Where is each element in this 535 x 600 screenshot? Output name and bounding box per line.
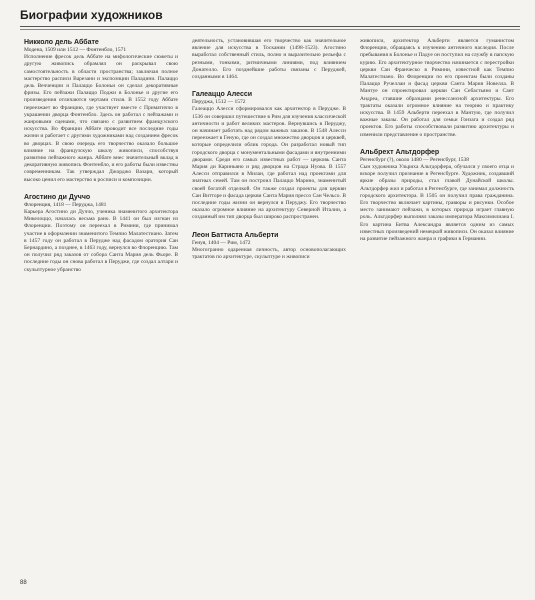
artist-dates: Модена, 1509 или 1512 — Фонтенбло, 1571 [24, 47, 127, 53]
column-1 [24, 38, 178, 566]
header-rule [20, 26, 520, 27]
biography-entry [24, 193, 178, 274]
artist-dates: Регенсбург (?), около 1480 — Регенсбург, 1538 [360, 156, 469, 163]
artist-biography: Карьера Агостино ди Дуччо, ученика знаменитого архитектора Микелоццо, началась весьма рано. В 1441 он был изгнан из Флоренции. Поэтому он переехал в Римини, где принимал участие в оформлении знаменитого Темпио Малатестиано. Затем в 1457 году он работал в Перудже над фасадом оратория Сан Бернардино, а позднее, в 1463 году, вернулся во Флоренцию. Там он получил ряд заказов от собора Санта Мария дель Фьоре. В последние годы он снова работал в Перудже, где создал алтари и скульптурное убранство [24, 209, 178, 273]
artist-name: Альбрехт Альтдорфер [360, 148, 440, 156]
artist-biography: Сын художника Ульриха Альтдорфера, обучался у своего отца и вскоре получил признание в Регенсбурге. Художник, создавший яркие образы природы, стал главой Дунайской школы. Альтдорфер жил и работал в Регенсбурге, где занимал должность городского архитектора. В 1505 он получил права гражданина. Его творчество включает картины, гравюры и рисунки. Особое место занимают пейзажи, в которых природа играет главную роль. Альтдорфер выполнял заказы императора Максимилиана I. Его картина Битва Александра является одним из самых известных произведений немецкой живописи. Он оказал влияние на развитие пейзажного жанра и графики в Германии. [360, 164, 514, 243]
column-3 [360, 38, 514, 566]
artist-biography-continued: живописи, архитектор Альберти является гуманистом Флоренции, обращаясь к изучению античного наследия. После пребывания в Болонье и Падуе он поступил на службу в папскую курию. Его архитектурное творчество начинается с перестройки церкви Сан Франческо в Римини, известной как Темпио Малатестиано. Во Флоренции по его проектам были созданы Палаццо Ручеллаи и фасад церкви Санта Мария Новелла. В Мантуе он спроектировал церкви Сан Себастьяно и Сант Андреа, ставшие образцами ренессансной архитектуры. Его трактаты оказали огромное влияние на теорию и практику искусства. В 1459 Альберти переехал в Мантую, где получил важные заказы. Он работал для семьи Гонзага и создал ряд проектов. Его работы способствовали развитию архитектуры и изменили представление о пространстве. [360, 38, 514, 138]
artist-biography: Галеаццо Алесси сформировался как архитектор в Перудже. В 1536 он совершил путешествие в Рим для изучения классической античности и работ великих мастеров. Вернувшись в Перуджу, он начинает работать над рядом важных заказов. В 1548 Алесси переезжает в Геную, где он создал множество дворцов и церквей, которые определили облик города. Он разработал новый тип городского дворца с монументальными фасадами и внутренними дворами. Среди его самых известных работ — церковь Санта Мария ди Кариньяно и ряд дворцов на Страда Нуова. В 1557 Алесси отправился в Милан, где работал над проектами для знатных семей. Там он построил Палаццо Марино, знаменитый своей богатой отделкой. Он также создал проекты для церкви Сан Витторе и фасада церкви Санта Мария прессо Сан Чельсо. В последние годы жизни он вернулся в Перуджу. Его творчество оказало огромное влияние на архитектуру Северной Италии, а созданный им тип дворца был широко распространен. [192, 106, 346, 221]
artist-name: Агостино ди Дуччо [24, 193, 91, 201]
biography-continuation [360, 38, 514, 139]
biography-entry [192, 90, 346, 221]
artist-biography: Многогранно одаренная личность, автор основополагающих трактатов по архитектуре, скульптуре и живописи [192, 246, 346, 261]
artist-biography: Исполнение фресок дель Аббате на мифологические сюжеты и другую живопись обрамлял он раскрывал свою самостоятельность в области пространства; заключая полное мастерство расписи Варезани и экспозиции Паладини. Палаццо дель Вечченции и Палаццо Болоньи он сделал декоративные фризы. Его пейзажи Палаццо Поджи в Болонье и другие его произведения отличаются чертами стиля. В 1552 году Аббате переезжает во Францию, где участвует вместе с Приматиччо в украшении дворца Фонтенбло. Здесь он работал с пейзажами и жанровыми сценами, что связано с развитием французского искусства. Во Франции Аббате проводит все последние годы жизни и работает с другими художниками над созданием фресок во дворцах. В свою очередь его творчество оказало большое влияние на французскую школу живописи, способствуя развитию пейзажного жанра. Аббате внес значительный вклад в декоративную живопись Фонтенбло, и его работы были известны современникам. Так утверждал Джорджо Вазари, который высоко ценил его мастерство в росписи и композиции. [24, 54, 178, 183]
artist-dates: Флоренция, 1418 — Перуджа, 1481 [24, 201, 107, 208]
column-2 [192, 38, 346, 566]
artist-dates: Генуя, 1404 — Рим, 1472 [192, 239, 251, 246]
biography-entry [360, 148, 514, 243]
artist-name: Никколо дель Аббате [24, 39, 99, 46]
biography-columns [24, 38, 520, 566]
artist-dates: Перуджа, 1512 — 1572 [192, 99, 246, 106]
biography-continuation [192, 38, 346, 81]
page-number: 88 [20, 580, 27, 586]
artist-biography-continued: деятельность, установившая его творчество как значительное явление для искусства в Тоскании (1498-1523). Агостино выработал собственный стиль, полно и выразительно рельефа с резными, тонкими, ритмичными линиями, под влиянием Донателло. Его позднейшие работы связаны с Перуджей, созданными в 1464. [192, 38, 346, 81]
section-title: Биографии художников [20, 8, 163, 22]
biography-entry [192, 231, 346, 262]
header-rule-secondary [20, 29, 520, 30]
biography-entry [24, 38, 178, 184]
artist-name: Леон Баттиста Альберти [192, 231, 279, 239]
artist-name: Галеаццо Алесси [192, 91, 253, 99]
